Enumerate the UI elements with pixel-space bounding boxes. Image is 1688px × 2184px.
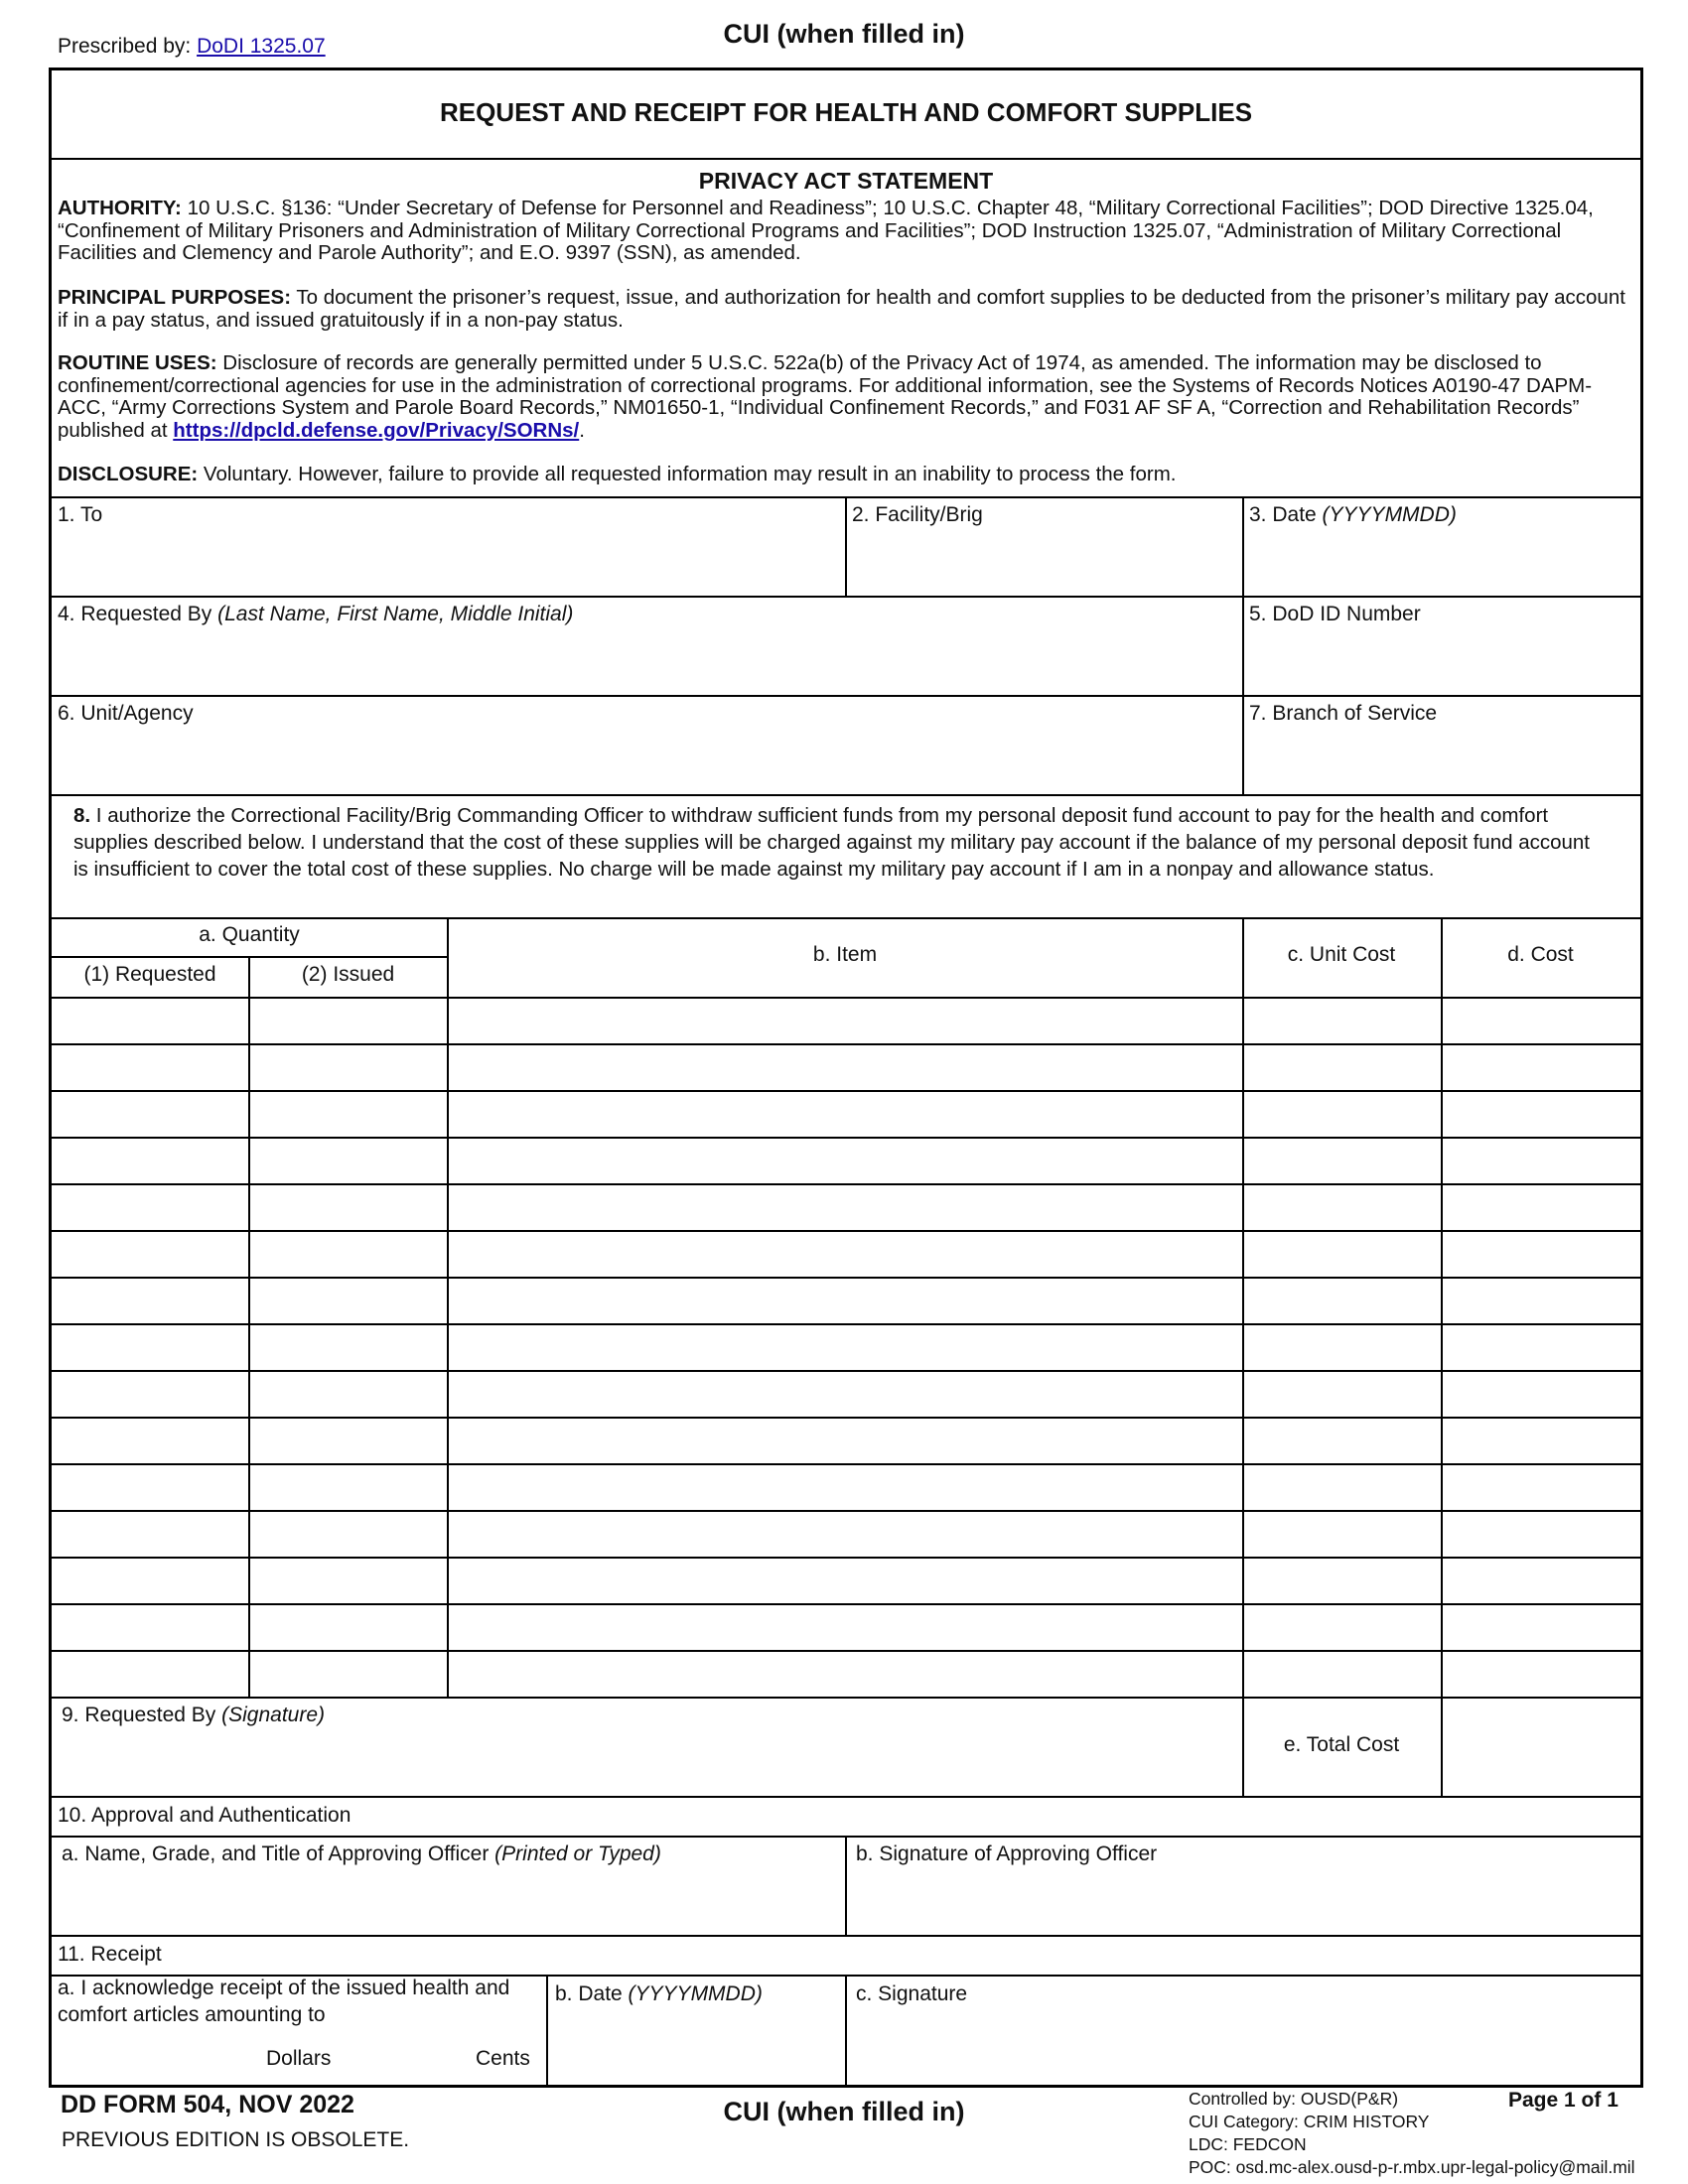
item-cell[interactable] [450, 1092, 1241, 1135]
unit-label: 6. Unit/Agency [58, 702, 194, 725]
divider [248, 956, 250, 1697]
divider [52, 1277, 1640, 1279]
divider [52, 917, 1640, 919]
requested-by-text: 4. Requested By [58, 603, 218, 625]
qty-requested-cell[interactable] [54, 1185, 247, 1228]
divider [52, 1417, 1640, 1419]
date-format-hint: (YYYYMMDD) [1322, 503, 1457, 526]
receipt-date-text: b. Date [555, 1982, 629, 2005]
cost-cell[interactable] [1443, 1652, 1639, 1695]
authorization-number: 8. [73, 804, 91, 827]
unit-cost-cell[interactable] [1244, 1045, 1440, 1088]
divider [52, 695, 1640, 697]
obsolete-note: PREVIOUS EDITION IS OBSOLETE. [62, 2128, 410, 2151]
item-cell[interactable] [450, 1045, 1241, 1088]
divider [52, 1463, 1640, 1465]
item-cell[interactable] [450, 1652, 1241, 1695]
receipt-signature-field[interactable] [848, 2017, 1638, 2083]
unit-cost-cell[interactable] [1244, 1652, 1440, 1695]
qty-requested-cell[interactable] [54, 1232, 247, 1275]
signature-hint: (Signature) [221, 1704, 325, 1726]
unit-cost-cell[interactable] [1244, 1512, 1440, 1555]
qty-issued-cell[interactable] [251, 1559, 446, 1601]
qty-issued-cell[interactable] [251, 1232, 446, 1275]
routine-uses-paragraph [58, 352, 1626, 442]
poc: POC: osd.mc-alex.ousd-p-r.mbx.upr-legal-policy@mail.mil [1189, 2157, 1635, 2177]
qty-requested-cell[interactable] [54, 1279, 247, 1321]
cost-cell[interactable] [1443, 1232, 1639, 1275]
divider [52, 1090, 1640, 1092]
cui-header: CUI (when filled in) [723, 19, 965, 49]
item-cell[interactable] [450, 1139, 1241, 1181]
divider [52, 1137, 1640, 1139]
form-id: DD FORM 504, NOV 2022 [61, 2091, 354, 2118]
dod-id-label: 5. DoD ID Number [1249, 603, 1421, 625]
qty-issued-cell[interactable] [251, 1652, 446, 1695]
requested-by-hint: (Last Name, First Name, Middle Initial) [217, 603, 574, 625]
unit-cost-cell[interactable] [1244, 1139, 1440, 1181]
facility-label: 2. Facility/Brig [852, 503, 983, 526]
unit-field[interactable] [54, 735, 1240, 790]
controlled-by: Controlled by: OUSD(P&R) [1189, 2089, 1399, 2109]
purposes-text: To document the prisoner’s request, issue, and authorization for health and comfort supplies to be deducted from the prisoner’s military pay account if in a pay status, and issued gratuitously if in a non-pay status. [58, 286, 1625, 332]
item-cell[interactable] [450, 1372, 1241, 1415]
qty-requested-cell[interactable] [54, 1139, 247, 1181]
routine-end: . [579, 418, 585, 442]
approver-signature-field[interactable] [848, 1874, 1638, 1932]
unit-cost-cell[interactable] [1244, 1092, 1440, 1135]
unit-cost-cell[interactable] [1244, 1559, 1440, 1601]
item-cell[interactable] [450, 1279, 1241, 1321]
date-label-text: 3. Date [1249, 503, 1323, 526]
item-cell[interactable] [450, 1605, 1241, 1648]
authorization-text: I authorize the Correctional Facility/Brig Commanding Officer to withdraw sufficient funds from my personal deposit fund account to pay for the health and comfort supplies described below. I understand that the cost of these supplies will be charged against my military pay account if the balance of my personal deposit fund account is insufficient to cover the total cost of these supplies. No charge will be made against my military pay account if I am in a nonpay and allowance status. [73, 804, 1590, 881]
unit-cost-cell[interactable] [1244, 1279, 1440, 1321]
routine-label: ROUTINE USES: [58, 351, 217, 374]
item-header: b. Item [812, 943, 878, 966]
requested-by-label [58, 603, 573, 626]
signature-label-text: 9. Requested By [62, 1704, 222, 1726]
unit-cost-cell[interactable] [1244, 1605, 1440, 1648]
ldc: LDC: FEDCON [1189, 2134, 1307, 2154]
cost-cell[interactable] [1443, 1605, 1639, 1648]
qty-issued-cell[interactable] [251, 1372, 446, 1415]
item-cell[interactable] [450, 999, 1241, 1041]
receipt-date-field[interactable] [549, 2017, 843, 2081]
divider [52, 1697, 1640, 1699]
divider [52, 1650, 1640, 1652]
qty-requested-cell[interactable] [54, 1652, 247, 1695]
divider [845, 496, 847, 596]
cost-cell[interactable] [1443, 1325, 1639, 1368]
item-cell[interactable] [450, 1512, 1241, 1555]
cost-cell[interactable] [1443, 1512, 1639, 1555]
qty-requested-cell[interactable] [54, 1605, 247, 1648]
approver-name-label [62, 1843, 661, 1866]
disclosure-label: DISCLOSURE: [58, 463, 199, 485]
purposes-label: PRINCIPAL PURPOSES: [58, 286, 292, 309]
approver-signature-label: b. Signature of Approving Officer [856, 1843, 1158, 1865]
branch-label: 7. Branch of Service [1249, 702, 1438, 725]
to-label: 1. To [58, 503, 103, 526]
form-title: REQUEST AND RECEIPT FOR HEALTH AND COMFORT SUPPLIES [439, 97, 1253, 127]
cost-cell[interactable] [1443, 1092, 1639, 1135]
item-cell[interactable] [450, 1232, 1241, 1275]
unit-cost-cell[interactable] [1244, 1419, 1440, 1461]
qty-issued-cell[interactable] [251, 1465, 446, 1508]
item-cell[interactable] [450, 1465, 1241, 1508]
divider [1242, 496, 1244, 794]
divider [845, 1975, 847, 2086]
divider [546, 1975, 548, 2086]
qty-issued-cell[interactable] [251, 1605, 446, 1648]
approver-name-hint: (Printed or Typed) [494, 1843, 661, 1865]
disclosure-paragraph [58, 464, 1626, 486]
cost-cell[interactable] [1443, 1139, 1639, 1181]
divider [52, 1935, 1640, 1937]
cents-field[interactable] [359, 2035, 469, 2075]
item-cell[interactable] [450, 1419, 1241, 1461]
approver-name-text: a. Name, Grade, and Title of Approving Officer [62, 1843, 495, 1865]
ack-line-1: a. I acknowledge receipt of the issued health and [58, 1977, 510, 1999]
divider [52, 1323, 1640, 1325]
unit-cost-cell[interactable] [1244, 1465, 1440, 1508]
ack-line-2: comfort articles amounting to [58, 2003, 326, 2026]
authorization-paragraph [73, 802, 1603, 883]
requested-by-field[interactable] [54, 635, 1240, 691]
qty-issued-cell[interactable] [251, 1512, 446, 1555]
purposes-paragraph [58, 287, 1626, 332]
cost-cell[interactable] [1443, 1279, 1639, 1321]
unit-cost-cell[interactable] [1244, 1232, 1440, 1275]
authority-paragraph [58, 198, 1626, 265]
qty-issued-cell[interactable] [251, 999, 446, 1041]
qty-issued-cell[interactable] [251, 1092, 446, 1135]
total-cost-field[interactable] [1444, 1702, 1638, 1793]
total-cost-label: e. Total Cost [1283, 1733, 1400, 1756]
divider [52, 1557, 1640, 1559]
divider [52, 794, 1640, 796]
unit-cost-cell[interactable] [1244, 999, 1440, 1041]
qty-requested-cell[interactable] [54, 1045, 247, 1088]
item-cell[interactable] [450, 1559, 1241, 1601]
cost-cell[interactable] [1443, 1045, 1639, 1088]
qty-issued-cell[interactable] [251, 1185, 446, 1228]
prescribed-label: Prescribed by: [58, 35, 198, 58]
qty-issued-cell[interactable] [251, 1139, 446, 1181]
signature-label [62, 1704, 325, 1727]
dollars-label: Dollars [266, 2047, 332, 2070]
qty-requested-cell[interactable] [54, 1512, 247, 1555]
approval-heading: 10. Approval and Authentication [58, 1804, 352, 1827]
receipt-date-hint: (YYYYMMDD) [628, 1982, 763, 2005]
privacy-heading: PRIVACY ACT STATEMENT [698, 168, 994, 194]
receipt-date-label [555, 1982, 763, 2006]
approver-name-field[interactable] [54, 1874, 843, 1930]
qty-issued-cell[interactable] [251, 1419, 446, 1461]
qty-issued-cell[interactable] [251, 1325, 446, 1368]
qty-issued-cell[interactable] [251, 1045, 446, 1088]
cost-header: d. Cost [1507, 943, 1574, 966]
qty-requested-cell[interactable] [54, 1559, 247, 1601]
dodi-link[interactable]: DoDI 1325.07 [197, 35, 326, 58]
receipt-heading: 11. Receipt [58, 1943, 162, 1966]
qty-issued-cell[interactable] [251, 1279, 446, 1321]
authority-text: 10 U.S.C. §136: “Under Secretary of Defense for Personnel and Readiness”; 10 U.S.C. Chapter 48, “Military Correctional Facilities”; DOD Directive 1325.04, “Confinement of Military Prisoners and Administration of Military Correctional Programs and Facilities”; DOD Instruction 1325.07, “Administration of Military Correctional Facilities and Clemency and Parole Authority”; and E.O. 9397 (SSN), as amended. [58, 197, 1594, 264]
cui-footer: CUI (when filled in) [723, 2097, 965, 2126]
divider [52, 1603, 1640, 1605]
cents-label: Cents [476, 2047, 530, 2070]
qty-requested-cell[interactable] [54, 1325, 247, 1368]
routine-text: Disclosure of records are generally permitted under 5 U.S.C. 522a(b) of the Privacy Act of 1974, as amended. The information may be disclosed to confinement/correctional agencies for use in the administration of correctional programs. For additional information, see the Systems of Records Notices A0190-47 DAPM-ACC, “Army Corrections System and Parole Board Records,” NM01650-1, “Individual Confinement Records,” and F031 AF SF A, “Correction and Rehabilitation Records” published at [58, 351, 1593, 442]
dollars-field[interactable] [56, 2035, 254, 2075]
authority-label: AUTHORITY: [58, 197, 182, 219]
date-field[interactable] [1245, 536, 1638, 592]
divider [447, 917, 449, 1697]
cost-cell[interactable] [1443, 1559, 1639, 1601]
date-label [1249, 503, 1457, 527]
divider [52, 1370, 1640, 1372]
divider [52, 1230, 1640, 1232]
qty-requested-cell[interactable] [54, 1372, 247, 1415]
qty-requested-cell[interactable] [54, 1419, 247, 1461]
divider [52, 1183, 1640, 1185]
disclosure-text: Voluntary. However, failure to provide all requested information may result in an inability to process the form. [198, 463, 1177, 485]
divider [52, 1510, 1640, 1512]
item-cell[interactable] [450, 1185, 1241, 1228]
page-number: Page 1 of 1 [1508, 2089, 1618, 2112]
divider [52, 1043, 1640, 1045]
unit-cost-header: c. Unit Cost [1287, 943, 1396, 966]
to-field[interactable] [54, 536, 843, 592]
cost-cell[interactable] [1443, 999, 1639, 1041]
divider [52, 158, 1640, 160]
divider [845, 1836, 847, 1935]
cui-category: CUI Category: CRIM HISTORY [1189, 2112, 1430, 2131]
qty-requested-cell[interactable] [54, 1092, 247, 1135]
qty-requested-cell[interactable] [54, 1465, 247, 1508]
quantity-header: a. Quantity [199, 923, 300, 946]
receipt-signature-label: c. Signature [856, 1982, 968, 2005]
unit-cost-cell[interactable] [1244, 1372, 1440, 1415]
unit-cost-cell[interactable] [1244, 1325, 1440, 1368]
cost-cell[interactable] [1443, 1185, 1639, 1228]
item-cell[interactable] [450, 1325, 1241, 1368]
divider [52, 1796, 1640, 1798]
divider [52, 596, 1640, 598]
branch-field[interactable] [1245, 735, 1638, 790]
qty-requested-cell[interactable] [54, 999, 247, 1041]
cost-cell[interactable] [1443, 1372, 1639, 1415]
unit-cost-cell[interactable] [1244, 1185, 1440, 1228]
facility-field[interactable] [848, 536, 1240, 592]
cost-cell[interactable] [1443, 1465, 1639, 1508]
requested-header: (1) Requested [83, 963, 216, 986]
issued-header: (2) Issued [301, 963, 395, 986]
dod-id-field[interactable] [1245, 635, 1638, 691]
requester-signature-field[interactable] [54, 1733, 1240, 1793]
cost-cell[interactable] [1443, 1419, 1639, 1461]
sorn-link[interactable]: https://dpcld.defense.gov/Privacy/SORNs/ [173, 418, 580, 442]
